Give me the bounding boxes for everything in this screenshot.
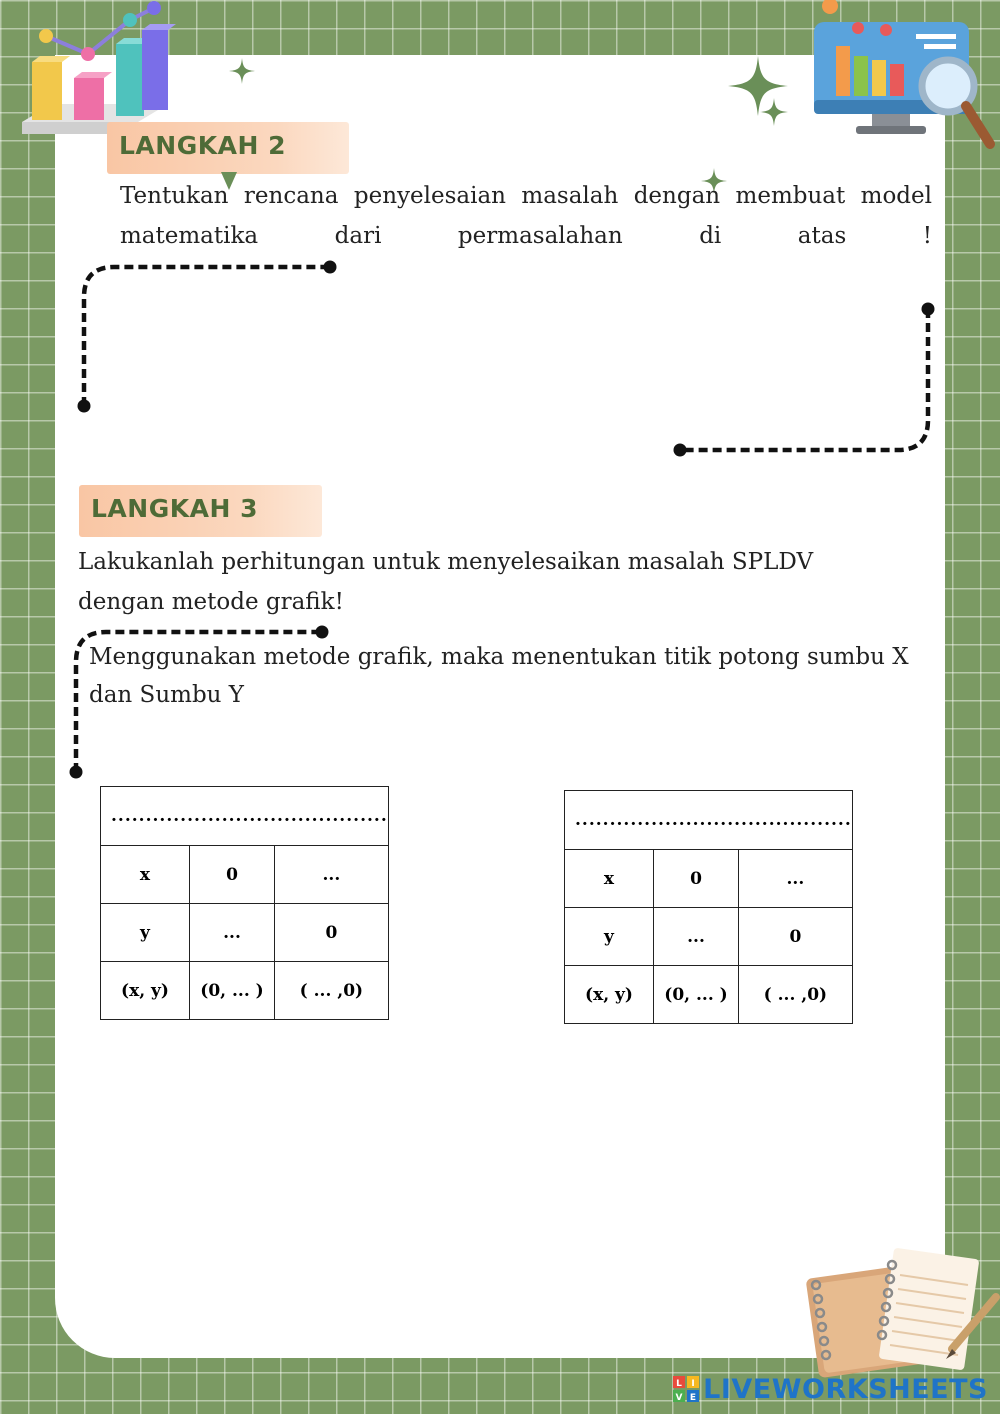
table-cell: (x, y) xyxy=(101,962,190,1020)
logo-letter: L xyxy=(676,1379,683,1389)
table-cell: x xyxy=(565,850,654,908)
equation-blank[interactable]: ........................................ xyxy=(565,791,853,850)
table-cell: y xyxy=(565,908,654,966)
logo-letter: E xyxy=(690,1393,697,1402)
intercept-table-2 xyxy=(564,790,853,1024)
table-cell-blank[interactable]: ... xyxy=(190,904,275,962)
step3-hint: Menggunakan metode grafik, maka menentukan titik potong sumbu X dan Sumbu Y xyxy=(89,644,909,708)
monitor-chart-magnifier-icon xyxy=(808,0,1000,155)
table-cell-blank[interactable]: ( ... ,0) xyxy=(275,962,389,1020)
step3-heading-text: LANGKAH 3 xyxy=(91,494,258,523)
table-cell-blank[interactable]: ... xyxy=(654,908,739,966)
table-cell-blank[interactable]: ( ... ,0) xyxy=(739,966,853,1024)
table-cell: (x, y) xyxy=(565,966,654,1024)
intercept-table-1 xyxy=(100,786,389,1020)
table-cell: 0 xyxy=(654,850,739,908)
liveworksheets-logo xyxy=(673,1374,988,1404)
table-cell: x xyxy=(101,846,190,904)
step2-heading-text: LANGKAH 2 xyxy=(119,131,286,160)
liveworksheets-brand: LIVEWORKSHEETS xyxy=(703,1373,988,1405)
notebook-pencil-icon xyxy=(800,1245,1000,1385)
sparkle-icon xyxy=(229,58,255,84)
table-cell: y xyxy=(101,904,190,962)
table-cell-blank[interactable]: (0, ... ) xyxy=(654,966,739,1024)
logo-letter: V xyxy=(675,1393,683,1402)
table-cell-blank[interactable]: ... xyxy=(275,846,389,904)
step2-heading xyxy=(107,122,349,174)
logo-letter: I xyxy=(691,1379,695,1389)
sparkle-icon xyxy=(760,98,788,126)
table-cell-blank[interactable]: ... xyxy=(739,850,853,908)
table-cell: 0 xyxy=(190,846,275,904)
liveworksheets-logo-icon xyxy=(673,1376,699,1402)
step3-instruction: Lakukanlah perhitungan untuk menyelesaikan masalah SPLDV dengan metode grafik! xyxy=(78,549,814,615)
answer-area-step2[interactable] xyxy=(95,285,915,435)
equation-blank[interactable]: ........................................ xyxy=(101,787,389,846)
table-cell: 0 xyxy=(739,908,853,966)
step3-heading xyxy=(79,485,322,537)
table-cell-blank[interactable]: (0, ... ) xyxy=(190,962,275,1020)
step2-instruction: Tentukan rencana penyelesaian masalah dengan membuat model matematika dari permasalahan di atas ! xyxy=(120,183,932,249)
table-cell: 0 xyxy=(275,904,389,962)
